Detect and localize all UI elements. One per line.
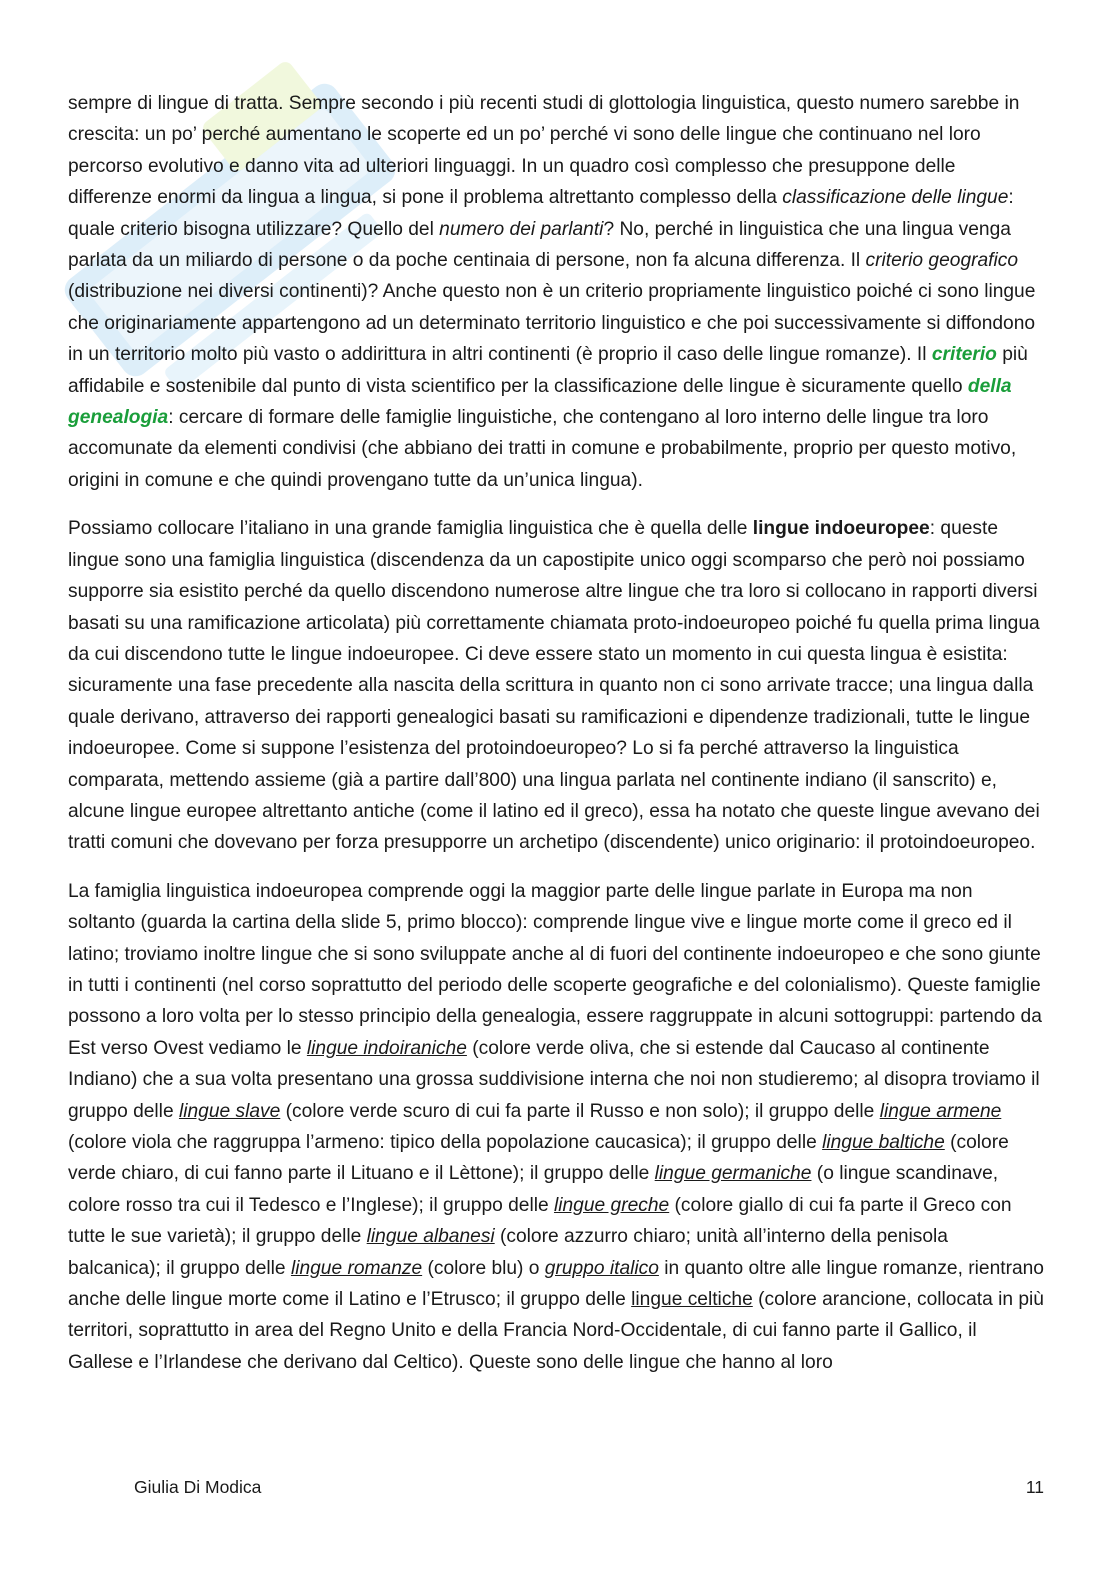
language-group-term: lingue albanesi — [366, 1226, 495, 1248]
language-group-term: lingue baltiche — [822, 1132, 945, 1153]
language-group-term: lingue romanze — [290, 1257, 423, 1279]
paragraph-2: Possiamo collocare l’italiano in una grande famiglia linguistica che è quella delle lingue indoeuropee: queste lingue sono una famiglia linguistica (discendenza da un capostipite unico oggi scomparso che però noi possiamo supporre sia esistito perché da quello discendono numerose altre lingue che tra loro si collocano in rapporti diversi basati su una ramificazione articolata) più correttamente chiamata proto-indoeuropeo poiché fu quella prima lingua da cui discendono tutte le lingue indoeuropee. Ci deve essere stato un momento in cui questa lingua è esistita: sicuramente una fase precedente alla nascita della scrittura in quanto non ci sono arrivate tracce; una lingua dalla quale derivano, attraverso dei rapporti genealogici basati su ramificazioni e dipendenze tradizionali, tutte le lingue indoeuropee. Come si suppone l’esistenza del protoindoeuropeo? Lo si fa perché attraverso la linguistica comparata, mettendo assieme (già a partire dall’800) una lingua parlata nel continente indiano (il sanscrito) e, alcune lingue europee altrettanto antiche (come il latino ed il greco), essa ha notato che queste lingue avevano dei tratti comuni che dovevano per forza presupporre un archetipo (discendente) unico originario: il protoindoeuropeo. — [68, 518, 1040, 854]
paragraph-1: sempre di lingue di tratta. Sempre secondo i più recenti studi di glottologia linguistica, questo numero sarebbe in crescita: un po’ perché aumentano le scoperte ed un po’ perché vi sono delle lingue che continuano nel loro percorso evolutivo e danno vita ad ulteriori linguaggi. In un quadro così complesso che presuppone delle differenze enormi da lingua a lingua, si pone il problema altrettanto complesso della classificazione delle lingue: quale criterio bisogna utilizzare? Quello del numero dei parlanti? No, perché in linguistica che una lingua venga parlata da un miliardo di persone o da poche centinaia di persone, non fa alcuna differenza. Il criterio geografico (distribuzione nei diversi continenti)? Anche questo non è un criterio propriamente linguistico poiché ci sono lingue che originariamente appartengono ad un determinato territorio linguistico e che poi successivamente si diffondono in un territorio molto più vasto o addirittura in altri continenti (è proprio il caso delle lingue romanze). Il criterio più affidabile e sostenibile dal punto di vista scientifico per la classificazione delle lingue è sicuramente quello della genealogia: cercare di formare delle famiglie linguistiche, che contengano al loro interno delle lingue tra loro accomunate da elementi condivisi (che abbiano dei tratti in comune e probabilmente, proprio per questo motivo, origini in comune e che quindi provengano tutte da un’unica lingua). — [68, 93, 1036, 491]
document-body — [68, 88, 1044, 1395]
page-footer — [134, 1477, 1044, 1498]
language-group-term: gruppo italico — [544, 1257, 659, 1279]
highlight-term: della genealogia — [68, 375, 1012, 429]
italic-term: numero dei parlanti — [439, 218, 604, 240]
language-group-term: lingue indoiraniche — [306, 1037, 467, 1059]
language-group-term: lingue slave — [178, 1100, 281, 1122]
bold-term: lingue indoeuropee — [752, 518, 930, 540]
highlight-term: criterio — [931, 344, 997, 366]
footer-author: Giulia Di Modica — [134, 1477, 262, 1497]
italic-term: classificazione delle lingue — [782, 187, 1009, 209]
language-group-term: lingue celtiche — [631, 1289, 753, 1311]
language-group-term: lingue armene — [879, 1100, 1002, 1122]
language-group-term: lingue greche — [553, 1194, 670, 1216]
paragraph-3: La famiglia linguistica indoeuropea comprende oggi la maggior parte delle lingue parlate in Europa ma non soltanto (guarda la cartina della slide 5, primo blocco): comprende lingue vive e lingue morte come il greco ed il latino; troviamo inoltre lingue che si sono sviluppate anche al di fuori del continente indoeuropeo e che sono giunte in tutti i continenti (nel corso soprattutto del periodo delle scoperte geografiche e del colonialismo). Queste famiglie possono a loro volta per lo stesso principio della genealogia, essere raggruppate in alcuni sottogruppi: partendo da Est verso Ovest vediamo le lingue indoiraniche (colore verde oliva, che si estende dal Caucaso al continente Indiano) che a sua volta presentano una grossa suddivisione interna che noi non studieremo; al disopra troviamo il gruppo delle lingue slave (colore verde scuro di cui fa parte il Russo e non solo); il gruppo delle lingue armene (colore viola che raggruppa l’armeno: tipico della popolazione caucasica); il gruppo delle lingue baltiche (colore verde chiaro, di cui fanno parte il Lituano e il Lèttone); il gruppo delle lingue germaniche (o lingue scandinave, colore rosso tra cui il Tedesco e l’Inglese); il gruppo delle lingue greche (colore giallo di cui fa parte il Greco con tutte le sue varietà); il gruppo delle lingue albanesi (colore azzurro chiaro; unità all’interno della penisola balcanica); il gruppo delle lingue romanze (colore blu) o gruppo italico in quanto oltre alle lingue romanze, rientrano anche delle lingue morte come il Latino e l’Etrusco; il gruppo delle lingue celtiche (colore arancione, collocata in più territori, soprattutto in area del Regno Unito e della Francia Nord-Occidentale, di cui fanno parte il Gallico, il Gallese e l’Irlandese che derivano dal Celtico). Queste sono delle lingue che hanno al loro — [68, 880, 1044, 1373]
page-number: 11 — [1025, 1477, 1044, 1497]
language-group-term: lingue germaniche — [654, 1163, 812, 1185]
italic-term: criterio geografico — [865, 250, 1019, 272]
